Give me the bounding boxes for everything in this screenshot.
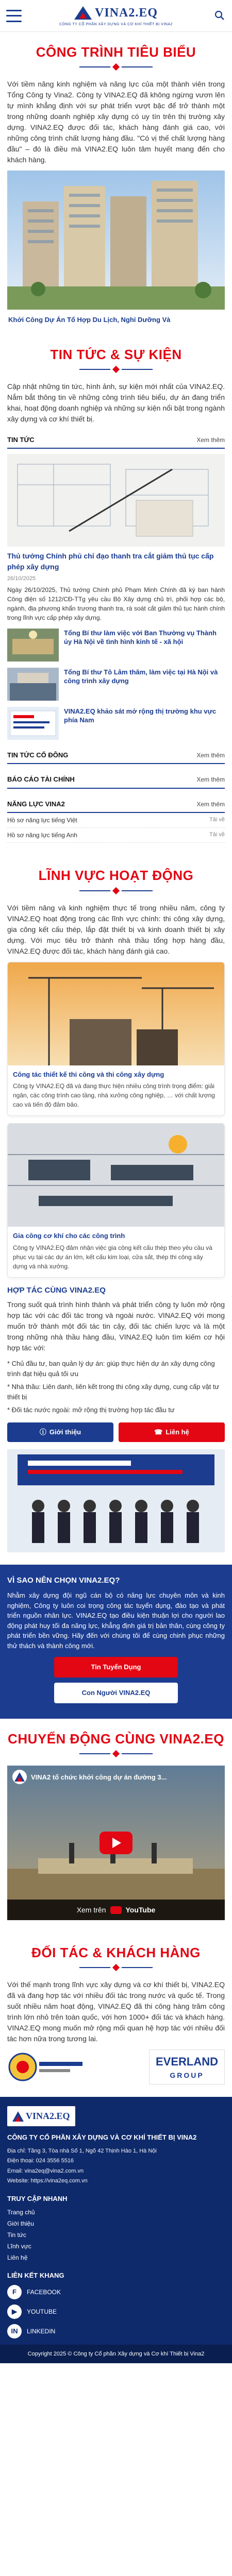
social-links (7, 2285, 225, 2338)
facebook-link[interactable] (7, 2285, 225, 2299)
news-title: TIN TỨC & SỰ KIỆN (50, 346, 182, 362)
view-more-link[interactable]: Xem thêm (196, 436, 225, 444)
capability-label: NĂNG LỰC VINA2 (7, 800, 65, 808)
project-caption[interactable]: Khởi Công Dự Án Tổ Hợp Du Lịch, Nghỉ Dưỡng Và (8, 316, 171, 324)
footer-company-name: CÔNG TY CỔ PHẦN XÂY DỰNG VÀ CƠ KHÍ THIẾT BỊ VINA2 (7, 2133, 197, 2142)
quick-link[interactable]: Lĩnh vực (7, 2243, 31, 2250)
site-footer (0, 2097, 232, 2345)
footer-email[interactable]: Email: vina2eq@vina2.com.vn (7, 2167, 84, 2174)
cooperation-bullet: * Chủ đầu tư, ban quản lý dự án: giúp thực hiện dự án xây dựng công trình đạt hiệu quả tối ưu (7, 1360, 215, 1378)
youtube-logo-icon (110, 1906, 122, 1914)
video-title: VINA2 tổ chức khởi công dự án đường 3... (31, 1773, 167, 1781)
title-divider (7, 367, 225, 372)
download-label[interactable]: Tải về (209, 817, 225, 823)
partners-title: ĐỐI TÁC & KHÁCH HÀNG (31, 1945, 201, 1961)
partners-section (0, 1933, 232, 2097)
footer-website[interactable]: Website: https://vina2eq.com.vn (7, 2178, 88, 2184)
title-divider (7, 1751, 225, 1756)
activity-card[interactable] (7, 1123, 225, 1278)
quick-link[interactable]: Trang chủ (7, 2209, 35, 2216)
our-people-button[interactable]: Con Người VINA2.EQ (54, 1683, 178, 1703)
activities-intro: Với tiềm năng và kinh nghiệm thực tế trong nhiều năm, công ty VINA2.EQ hoạt động trong các lĩnh vực chính: thi công xây dựng, gia công kết cấu thép, lắp đặt thiết bị và kinh doanh thiết bị xây dựng. Với mục tiêu trở thành nhà thầu tổng hợp hàng đầu, VINA2.EQ được đối tác, khách hàng đánh giá cao. (7, 903, 225, 955)
capability-doc-row[interactable] (7, 813, 225, 828)
feature-news-title[interactable]: Thủ tướng Chính phủ chỉ đạo thanh tra cắt giảm thủ tục cấp phép xây dựng (7, 552, 214, 571)
quick-link[interactable]: Tin tức (7, 2231, 26, 2239)
activity-image (8, 962, 224, 1065)
shareholder-news-label: TIN TỨC CỔ ĐÔNG (7, 751, 69, 759)
footer-logo[interactable] (7, 2106, 75, 2126)
facebook-icon: F (7, 2285, 22, 2299)
title-divider (7, 64, 225, 70)
activities-section (0, 855, 232, 1564)
video-title-bar (12, 1770, 220, 1784)
doc-name: Hồ sơ năng lực tiếng Việt (7, 817, 77, 824)
everland-sub: GROUP (170, 2071, 204, 2080)
footer-logo-text: VINA2.EQ (26, 2111, 70, 2122)
financial-report-label: BÁO CÁO TÀI CHÍNH (7, 775, 75, 784)
financial-report-header (7, 771, 225, 789)
news-thumb (7, 629, 59, 662)
news-item-title: Tổng Bí thư làm việc với Ban Thường vụ Thành ủy Hà Nội về tình hình kinh tế - xã hội (64, 629, 217, 646)
activity-title: Công tác thiết kế thi công và thi công xây dựng (13, 1070, 164, 1078)
logo-text: VINA2.EQ (94, 6, 158, 20)
everland-label: EVERLAND (155, 2055, 218, 2069)
youtube-label: YouTube (125, 1905, 156, 1914)
linkedin-label: LINKEDIN (27, 2327, 56, 2335)
facebook-label: FACEBOOK (27, 2288, 61, 2296)
view-more-link[interactable]: Xem thêm (196, 800, 225, 808)
ceremony-image (7, 1449, 225, 1552)
hamburger-menu-icon[interactable] (6, 10, 22, 22)
project-photo-icon (7, 171, 225, 310)
news-item[interactable] (7, 668, 225, 701)
news-category-header (7, 432, 225, 449)
cooperation-intro: Trong suốt quá trình hình thành và phát triển công ty luôn mở rộng hợp tác với các đối tác trong và ngoài nước. VINA2.EQ với mong muốn trở thành một đối tác tin cậy, đối tác chiến lược và là một trong những nhà thầu hàng đầu, VINA2.EQ luôn tìm kiếm cơ hội hợp tác với: (7, 1300, 225, 1352)
contact-button[interactable] (119, 1422, 225, 1442)
activity-title: Gia công cơ khí cho các công trình (13, 1232, 125, 1240)
watch-on-label: Xem trên (76, 1905, 106, 1914)
site-logo[interactable] (59, 4, 173, 28)
play-button-icon[interactable] (100, 1832, 132, 1854)
cooperation-bullet: * Nhà thầu: Liên danh, liên kết trong thi công xây dựng, cung cấp vật tư thiết bị (7, 1383, 220, 1401)
doc-name: Hồ sơ năng lực tiếng Anh (7, 832, 77, 839)
youtube-link-label: YOUTUBE (27, 2308, 57, 2315)
projects-intro: Với tiềm năng kinh nghiệm và năng lực của một thành viên trong Tổng Công ty Vina2. Công ty VINA2.EQ đã không ngừng vươn lên tự mình khẳng định với sự phát triển vượt bậc để trở thành một trong những doanh nghiệp xây dựng có uy tín trên thị trường xây dựng. VINA2.EQ được đối tác, khách hàng đánh giá cao, với những công trình chất lượng hàng đầu. "Có vị thế chất lượng hàng đầu" – đó là điều mà VINA2.EQ luôn tâm huyết mang đến cho khách hàng. (7, 80, 225, 164)
capability-doc-row[interactable] (7, 828, 225, 843)
news-section (0, 343, 232, 856)
news-category-label: TIN TỨC (7, 435, 35, 444)
linkedin-link[interactable] (7, 2324, 225, 2338)
video-player[interactable] (7, 1766, 225, 1920)
quick-links (7, 2208, 225, 2262)
youtube-icon: ▶ (7, 2304, 22, 2319)
title-divider (7, 1965, 225, 1970)
top-bar (0, 0, 232, 32)
news-intro: Cập nhật những tin tức, hình ảnh, sự kiện mới nhất của VINA2.EQ. Nắm bắt thông tin về những công trình tiêu biểu, dự án đang triển khai, hoạt động doanh nghiệp và những sự kiện nổi bật trong ngành xây dựng và cơ khí thiết bị. (7, 382, 225, 423)
project-image[interactable] (7, 171, 225, 310)
feature-news-date: 26/10/2025 (7, 575, 36, 582)
activities-title: LĨNH VỰC HOẠT ĐỘNG (38, 868, 194, 884)
quick-link[interactable]: Liên hệ (7, 2254, 28, 2262)
logo-subtitle: CÔNG TY CỔ PHẦN XÂY DỰNG VÀ CƠ KHÍ THIẾT BỊ VINA2 (59, 23, 173, 27)
video-section-title: CHUYỂN ĐỘNG CÙNG VINA2.EQ (8, 1731, 224, 1747)
capability-header (7, 796, 225, 814)
video-section (0, 1719, 232, 1933)
recruitment-title: VÌ SAO NÊN CHỌN VINA2.EQ? (7, 1575, 120, 1585)
projects-section (0, 32, 232, 343)
news-item[interactable] (7, 707, 225, 740)
feature-news-image[interactable] (7, 454, 225, 547)
cooperation-buttons (7, 1422, 225, 1442)
footer-address: Địa chỉ: Tầng 3, Tòa nhà Số 1, Ngõ 42 Thịnh Hào 1, Hà Nội (7, 2147, 157, 2154)
feature-news-excerpt: Ngày 26/10/2025, Thủ tướng Chính phủ Phạm Minh Chính đã ký ban hành Công điện số 1212/CĐ-TTg yêu cầu Bộ Xây dựng chủ trì, phối hợp các bộ, ngành, địa phương khẩn trương thanh tra, rà soát cắt giảm thủ tục hành chính trong lĩnh vực cấp phép xây dựng. (7, 586, 225, 621)
everland-logo[interactable] (149, 2049, 225, 2084)
news-item-title: VINA2.EQ khảo sát mở rộng thị trường khu vực phía Nam (64, 707, 217, 724)
job-posting-button[interactable]: Tin Tuyển Dụng (54, 1657, 178, 1677)
title-divider (7, 888, 225, 893)
shareholder-news-header (7, 747, 225, 765)
social-title: LIÊN KẾT KHANG (7, 2272, 64, 2280)
news-thumb (7, 668, 59, 701)
youtube-link[interactable] (7, 2304, 225, 2319)
footer-logo-mark-icon (12, 2111, 24, 2122)
linkedin-icon: IN (7, 2324, 22, 2338)
news-thumb (7, 707, 59, 740)
activity-card[interactable] (7, 962, 225, 1116)
activity-image (8, 1124, 224, 1227)
activity-text: Công ty VINA2.EQ đã và đang thực hiện nhiều công trình trọng điểm: giải ngân, các công trình cao tầng, nhà xưởng công nghiệp, … với chất lượng cao và tiến độ đảm bảo. (13, 1082, 215, 1109)
channel-logo-icon (12, 1770, 27, 1784)
view-more-link[interactable]: Xem thêm (196, 751, 225, 759)
blueprint-image-icon (7, 454, 225, 547)
footer-phone[interactable]: Điện thoại: 024 3556 5516 (7, 2158, 74, 2164)
partner-logos (7, 2049, 225, 2084)
intro-button-label: Giới thiệu (49, 1428, 81, 1436)
info-icon: ⓘ (39, 1428, 46, 1436)
recruitment-text: Nhằm xây dựng đội ngũ cán bộ có năng lực chuyên môn và kinh nghiệm, Công ty luôn coi trọng công tác tuyển dụng, đào tạo và phát triển nguồn nhân lực. VINA2.EQ tạo điều kiện thuận lợi cho người lao động phát huy tối đa năng lực, khẳng định giá trị bản thân, cùng công ty phát triển bền vững. Hãy đến với chúng tôi để cùng chinh phục những thử thách và thành công mới. (7, 1591, 225, 1650)
cooperation-title: HỢP TÁC CÙNG VINA2.EQ (7, 1285, 106, 1295)
logo-mark-icon (74, 5, 92, 21)
phone-icon: ☎ (154, 1428, 163, 1436)
copyright: Copyright 2025 © Công ty Cổ phần Xây dựng và Cơ khí Thiết bị Vina2 (0, 2345, 232, 2364)
projects-title: CÔNG TRÌNH TIÊU BIỂU (36, 44, 196, 60)
activity-text: Công ty VINA2.EQ đảm nhận việc gia công kết cấu thép theo yêu cầu và phục vụ tại các dự án lớn, kết cấu kim loại, cửa sắt, thép thi công xây dựng và nhà xưởng. (13, 1244, 212, 1270)
quick-link[interactable]: Giới thiệu (7, 2220, 34, 2228)
partner-logo-seal-icon[interactable] (7, 2052, 85, 2082)
cooperation-bullet: * Đối tác nước ngoài: mở rộng thị trường hợp tác đầu tư (7, 1406, 175, 1414)
news-item[interactable] (7, 629, 225, 662)
download-label[interactable]: Tải về (209, 832, 225, 838)
news-item-title: Tổng Bí thư Tô Lâm thăm, làm việc tại Hà Nội và công trình xây dựng (64, 668, 218, 685)
view-more-link[interactable]: Xem thêm (196, 776, 225, 784)
contact-button-label: Liên hệ (165, 1428, 189, 1436)
quick-access-title: TRUY CẬP NHANH (7, 2194, 68, 2202)
intro-button[interactable] (7, 1422, 113, 1442)
search-icon[interactable] (214, 10, 225, 21)
recruitment-section (0, 1565, 232, 1719)
partners-intro: Với thế mạnh trong lĩnh vực xây dựng và cơ khí thiết bị, VINA2.EQ đã và đang hợp tác với nhiều đối tác trong nước và quốc tế. Trong suốt nhiều năm hoạt động, VINA2.EQ đã thi công hàng trăm công trình lớn nhỏ trên toàn quốc, với hơn 1000+ đối tác và khách hàng. VINA2.EQ mong muốn mở rộng mối quan hệ hợp tác với nhiều đối tác hơn nữa trong tương lai. (7, 1980, 225, 2043)
watch-on-youtube-bar[interactable] (7, 1900, 225, 1920)
